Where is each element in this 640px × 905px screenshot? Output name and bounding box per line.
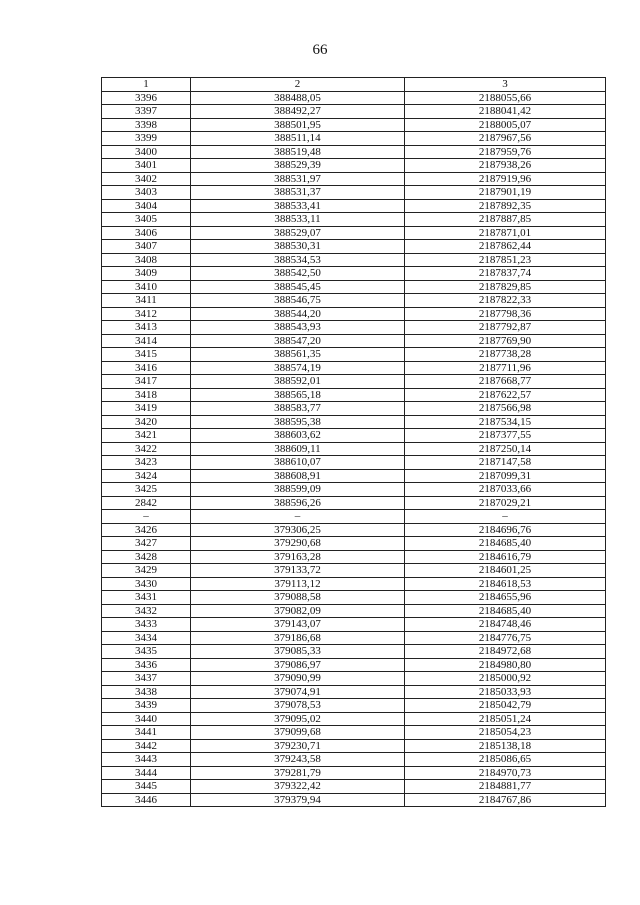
table-row xyxy=(102,456,606,470)
y-coordinate-cell: 2184972,68 xyxy=(405,645,606,659)
x-coordinate-cell: 388609,11 xyxy=(191,442,405,456)
y-coordinate-cell: 2184685,40 xyxy=(405,604,606,618)
table-row xyxy=(102,685,606,699)
y-coordinate-cell: 2185042,79 xyxy=(405,699,606,713)
table-row xyxy=(102,321,606,335)
x-coordinate-cell: 388583,77 xyxy=(191,402,405,416)
point-number-cell: 3422 xyxy=(102,442,191,456)
x-coordinate-cell: 388608,91 xyxy=(191,469,405,483)
table-row xyxy=(102,699,606,713)
point-number-cell: 3425 xyxy=(102,483,191,497)
coordinates-table xyxy=(101,77,606,807)
table-row xyxy=(102,118,606,132)
x-coordinate-cell: – xyxy=(191,510,405,524)
x-coordinate-cell: 379230,71 xyxy=(191,739,405,753)
point-number-cell: 3430 xyxy=(102,577,191,591)
point-number-cell: 3437 xyxy=(102,672,191,686)
point-number-cell: 3426 xyxy=(102,523,191,537)
table-row xyxy=(102,510,606,524)
table-row xyxy=(102,483,606,497)
x-coordinate-cell: 379086,97 xyxy=(191,658,405,672)
point-number-cell: 3396 xyxy=(102,91,191,105)
x-coordinate-cell: 388501,95 xyxy=(191,118,405,132)
point-number-cell: 3401 xyxy=(102,159,191,173)
x-coordinate-cell: 379085,33 xyxy=(191,645,405,659)
x-coordinate-cell: 388511,14 xyxy=(191,132,405,146)
point-number-cell: 3428 xyxy=(102,550,191,564)
x-coordinate-cell: 379133,72 xyxy=(191,564,405,578)
y-coordinate-cell: 2187534,15 xyxy=(405,415,606,429)
y-coordinate-cell: 2187967,56 xyxy=(405,132,606,146)
y-coordinate-cell: 2187837,74 xyxy=(405,267,606,281)
x-coordinate-cell: 379113,12 xyxy=(191,577,405,591)
y-coordinate-cell: 2187959,76 xyxy=(405,145,606,159)
y-coordinate-cell: 2185086,65 xyxy=(405,753,606,767)
table-row xyxy=(102,753,606,767)
y-coordinate-cell: 2184618,53 xyxy=(405,577,606,591)
point-number-cell: 3419 xyxy=(102,402,191,416)
y-coordinate-cell: 2184655,96 xyxy=(405,591,606,605)
x-coordinate-cell: 388534,53 xyxy=(191,253,405,267)
x-coordinate-cell: 388488,05 xyxy=(191,91,405,105)
point-number-cell: 2842 xyxy=(102,496,191,510)
x-coordinate-cell: 379379,94 xyxy=(191,793,405,807)
y-coordinate-cell: 2188005,07 xyxy=(405,118,606,132)
x-coordinate-cell: 388542,50 xyxy=(191,267,405,281)
y-coordinate-cell: 2184616,79 xyxy=(405,550,606,564)
table-row xyxy=(102,672,606,686)
table-row xyxy=(102,91,606,105)
point-number-cell: 3434 xyxy=(102,631,191,645)
table-row xyxy=(102,442,606,456)
table-row xyxy=(102,780,606,794)
y-coordinate-cell: 2187892,35 xyxy=(405,199,606,213)
y-coordinate-cell: 2185051,24 xyxy=(405,712,606,726)
point-number-cell: 3445 xyxy=(102,780,191,794)
x-coordinate-cell: 388533,41 xyxy=(191,199,405,213)
x-coordinate-cell: 388610,07 xyxy=(191,456,405,470)
y-coordinate-cell: 2184601,25 xyxy=(405,564,606,578)
point-number-cell: 3444 xyxy=(102,766,191,780)
table-row xyxy=(102,645,606,659)
table-row xyxy=(102,361,606,375)
table-row xyxy=(102,577,606,591)
point-number-cell: 3411 xyxy=(102,294,191,308)
point-number-cell: 3418 xyxy=(102,388,191,402)
y-coordinate-cell: 2184881,77 xyxy=(405,780,606,794)
x-coordinate-cell: 388531,97 xyxy=(191,172,405,186)
table-row xyxy=(102,280,606,294)
y-coordinate-cell: 2184696,76 xyxy=(405,523,606,537)
table-row xyxy=(102,550,606,564)
point-number-cell: 3436 xyxy=(102,658,191,672)
point-number-cell: 3415 xyxy=(102,348,191,362)
point-number-cell: 3410 xyxy=(102,280,191,294)
x-coordinate-cell: 379095,02 xyxy=(191,712,405,726)
table-row xyxy=(102,712,606,726)
x-coordinate-cell: 388529,39 xyxy=(191,159,405,173)
table-row xyxy=(102,402,606,416)
y-coordinate-cell: 2184685,40 xyxy=(405,537,606,551)
table-row xyxy=(102,739,606,753)
table-row xyxy=(102,631,606,645)
table-row xyxy=(102,294,606,308)
table-row xyxy=(102,253,606,267)
point-number-cell: 3399 xyxy=(102,132,191,146)
x-coordinate-cell: 388574,19 xyxy=(191,361,405,375)
y-coordinate-cell: 2187822,33 xyxy=(405,294,606,308)
point-number-cell: 3427 xyxy=(102,537,191,551)
x-coordinate-cell: 379082,09 xyxy=(191,604,405,618)
y-coordinate-cell: 2187798,36 xyxy=(405,307,606,321)
x-coordinate-cell: 388546,75 xyxy=(191,294,405,308)
point-number-cell: 3407 xyxy=(102,240,191,254)
table-row xyxy=(102,564,606,578)
point-number-cell: 3403 xyxy=(102,186,191,200)
table-row xyxy=(102,226,606,240)
x-coordinate-cell: 388530,31 xyxy=(191,240,405,254)
y-coordinate-cell: 2187792,87 xyxy=(405,321,606,335)
y-coordinate-cell: 2187829,85 xyxy=(405,280,606,294)
point-number-cell: 3400 xyxy=(102,145,191,159)
x-coordinate-cell: 388492,27 xyxy=(191,105,405,119)
point-number-cell: 3404 xyxy=(102,199,191,213)
y-coordinate-cell: 2184776,75 xyxy=(405,631,606,645)
table-row xyxy=(102,658,606,672)
x-coordinate-cell: 388519,48 xyxy=(191,145,405,159)
table-row xyxy=(102,186,606,200)
table-row xyxy=(102,375,606,389)
table-row xyxy=(102,172,606,186)
point-number-cell: 3439 xyxy=(102,699,191,713)
y-coordinate-cell: 2187887,85 xyxy=(405,213,606,227)
table-row xyxy=(102,429,606,443)
y-coordinate-cell: 2185138,18 xyxy=(405,739,606,753)
point-number-cell: 3431 xyxy=(102,591,191,605)
y-coordinate-cell: 2187377,55 xyxy=(405,429,606,443)
y-coordinate-cell: 2188041,42 xyxy=(405,105,606,119)
x-coordinate-cell: 388595,38 xyxy=(191,415,405,429)
table-row xyxy=(102,348,606,362)
table-row xyxy=(102,132,606,146)
table-row xyxy=(102,415,606,429)
x-coordinate-cell: 379306,25 xyxy=(191,523,405,537)
point-number-cell: 3409 xyxy=(102,267,191,281)
table-body xyxy=(102,91,606,807)
x-coordinate-cell: 388596,26 xyxy=(191,496,405,510)
y-coordinate-cell: 2185033,93 xyxy=(405,685,606,699)
y-coordinate-cell: 2184748,46 xyxy=(405,618,606,632)
point-number-cell: 3446 xyxy=(102,793,191,807)
point-number-cell: 3420 xyxy=(102,415,191,429)
table-row xyxy=(102,618,606,632)
x-coordinate-cell: 388543,93 xyxy=(191,321,405,335)
point-number-cell: 3397 xyxy=(102,105,191,119)
x-coordinate-cell: 379290,68 xyxy=(191,537,405,551)
x-coordinate-cell: 379074,91 xyxy=(191,685,405,699)
x-coordinate-cell: 388547,20 xyxy=(191,334,405,348)
y-coordinate-cell: 2187566,98 xyxy=(405,402,606,416)
table-row xyxy=(102,604,606,618)
y-coordinate-cell: 2187919,96 xyxy=(405,172,606,186)
point-number-cell: 3442 xyxy=(102,739,191,753)
point-number-cell: 3440 xyxy=(102,712,191,726)
y-coordinate-cell: 2187033,66 xyxy=(405,483,606,497)
table-row xyxy=(102,496,606,510)
table-header-row xyxy=(102,78,606,92)
point-number-cell: 3421 xyxy=(102,429,191,443)
point-number-cell: 3435 xyxy=(102,645,191,659)
point-number-cell: 3438 xyxy=(102,685,191,699)
table-row xyxy=(102,240,606,254)
point-number-cell: 3406 xyxy=(102,226,191,240)
table-row xyxy=(102,159,606,173)
point-number-cell: 3416 xyxy=(102,361,191,375)
y-coordinate-cell: 2187769,90 xyxy=(405,334,606,348)
point-number-cell: 3433 xyxy=(102,618,191,632)
x-coordinate-cell: 379099,68 xyxy=(191,726,405,740)
page-number: 66 xyxy=(312,42,328,58)
x-coordinate-cell: 388565,18 xyxy=(191,388,405,402)
point-number-cell: 3443 xyxy=(102,753,191,767)
column-header: 2 xyxy=(191,78,405,92)
x-coordinate-cell: 388592,01 xyxy=(191,375,405,389)
x-coordinate-cell: 388544,20 xyxy=(191,307,405,321)
x-coordinate-cell: 388529,07 xyxy=(191,226,405,240)
y-coordinate-cell: 2187862,44 xyxy=(405,240,606,254)
y-coordinate-cell: – xyxy=(405,510,606,524)
table-row xyxy=(102,334,606,348)
y-coordinate-cell: 2187668,77 xyxy=(405,375,606,389)
y-coordinate-cell: 2184767,86 xyxy=(405,793,606,807)
point-number-cell: 3423 xyxy=(102,456,191,470)
point-number-cell: 3413 xyxy=(102,321,191,335)
table-row xyxy=(102,267,606,281)
y-coordinate-cell: 2187711,96 xyxy=(405,361,606,375)
x-coordinate-cell: 379163,28 xyxy=(191,550,405,564)
x-coordinate-cell: 388561,35 xyxy=(191,348,405,362)
y-coordinate-cell: 2187738,28 xyxy=(405,348,606,362)
y-coordinate-cell: 2187871,01 xyxy=(405,226,606,240)
table-row xyxy=(102,199,606,213)
point-number-cell: 3408 xyxy=(102,253,191,267)
table-row xyxy=(102,469,606,483)
table-row xyxy=(102,213,606,227)
x-coordinate-cell: 379088,58 xyxy=(191,591,405,605)
x-coordinate-cell: 379078,53 xyxy=(191,699,405,713)
y-coordinate-cell: 2185000,92 xyxy=(405,672,606,686)
x-coordinate-cell: 379243,58 xyxy=(191,753,405,767)
x-coordinate-cell: 379186,68 xyxy=(191,631,405,645)
y-coordinate-cell: 2187901,19 xyxy=(405,186,606,200)
point-number-cell: 3398 xyxy=(102,118,191,132)
point-number-cell: 3441 xyxy=(102,726,191,740)
table-row xyxy=(102,591,606,605)
x-coordinate-cell: 388599,09 xyxy=(191,483,405,497)
y-coordinate-cell: 2187099,31 xyxy=(405,469,606,483)
table-row xyxy=(102,793,606,807)
table-row xyxy=(102,307,606,321)
y-coordinate-cell: 2187029,21 xyxy=(405,496,606,510)
x-coordinate-cell: 379322,42 xyxy=(191,780,405,794)
point-number-cell: 3412 xyxy=(102,307,191,321)
point-number-cell: 3414 xyxy=(102,334,191,348)
x-coordinate-cell: 388545,45 xyxy=(191,280,405,294)
y-coordinate-cell: 2184970,73 xyxy=(405,766,606,780)
x-coordinate-cell: 388531,37 xyxy=(191,186,405,200)
y-coordinate-cell: 2187622,57 xyxy=(405,388,606,402)
table-row xyxy=(102,145,606,159)
x-coordinate-cell: 388603,62 xyxy=(191,429,405,443)
point-number-cell: 3429 xyxy=(102,564,191,578)
x-coordinate-cell: 388533,11 xyxy=(191,213,405,227)
column-header: 1 xyxy=(102,78,191,92)
y-coordinate-cell: 2187147,58 xyxy=(405,456,606,470)
point-number-cell: 3417 xyxy=(102,375,191,389)
column-header: 3 xyxy=(405,78,606,92)
table-row xyxy=(102,105,606,119)
y-coordinate-cell: 2187851,23 xyxy=(405,253,606,267)
y-coordinate-cell: 2187938,26 xyxy=(405,159,606,173)
y-coordinate-cell: 2188055,66 xyxy=(405,91,606,105)
table-row xyxy=(102,523,606,537)
y-coordinate-cell: 2185054,23 xyxy=(405,726,606,740)
point-number-cell: 3432 xyxy=(102,604,191,618)
table-row xyxy=(102,388,606,402)
point-number-cell: 3402 xyxy=(102,172,191,186)
x-coordinate-cell: 379281,79 xyxy=(191,766,405,780)
x-coordinate-cell: 379090,99 xyxy=(191,672,405,686)
table-row xyxy=(102,537,606,551)
table-row xyxy=(102,726,606,740)
point-number-cell: – xyxy=(102,510,191,524)
x-coordinate-cell: 379143,07 xyxy=(191,618,405,632)
table-row xyxy=(102,766,606,780)
y-coordinate-cell: 2187250,14 xyxy=(405,442,606,456)
y-coordinate-cell: 2184980,80 xyxy=(405,658,606,672)
point-number-cell: 3405 xyxy=(102,213,191,227)
point-number-cell: 3424 xyxy=(102,469,191,483)
